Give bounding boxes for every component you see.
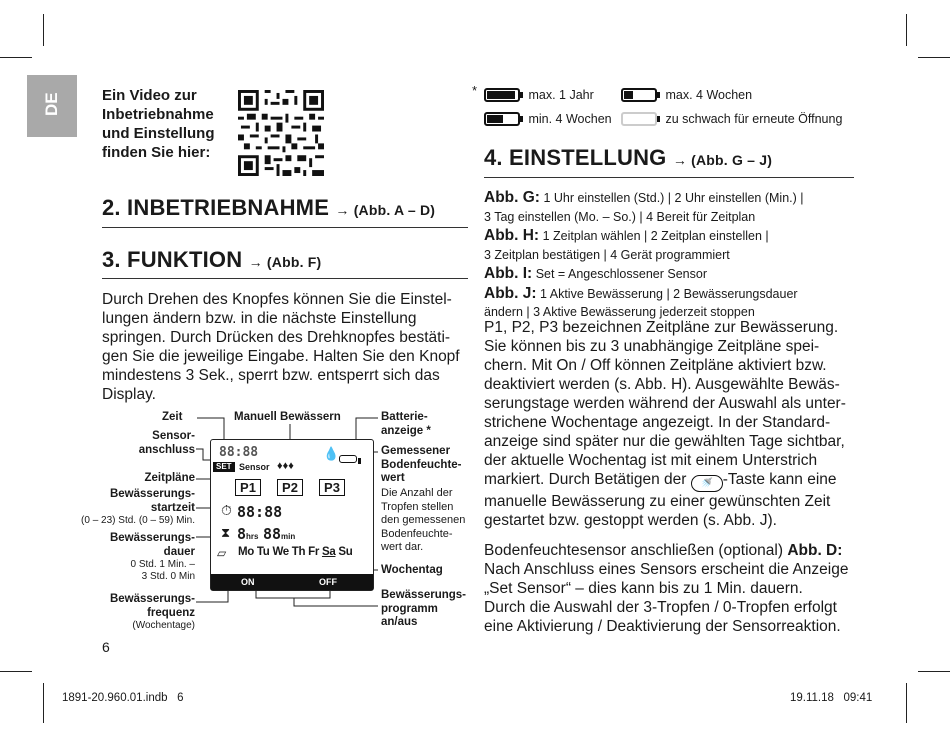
label-manuell: Manuell Bewässern [234,411,341,423]
lcd-sensor-label: Sensor [239,462,270,472]
body-line: Display. [102,386,156,403]
label-bodenfeuchte-note: Die Anzahl der Tropfen stellen den gemessenen Bodenfeuchte- wert dar. [381,487,466,553]
battery-legend-asterisk: * [472,83,478,98]
label-bodenfeuchte: Gemessener Bodenfeuchte- wert [381,445,462,484]
label-dauer: Bewässerungs- dauer 0 Std. 1 Min. – 3 Std. 0 Min [109,532,195,582]
lcd-on-label: ON [241,577,255,587]
lcd-off-label: OFF [319,577,337,587]
video-line: und Einstellung [102,125,215,142]
lcd-time: 88:88 [219,445,259,460]
section-3-title: 3. FUNKTION [102,247,243,272]
section-4-body: P1, P2, P3 bezeichnen Zeitpläne zur Bewässerung. Sie können bis zu 3 unabhängige Zeitpläne spei- chern. Mit On / Off können Zeitpläne aktiviert bzw. deaktiviert werden (s. Abb. H). Ausgewählte Bewäs- serungstage werden während der Auswahl als unter- strichene Wochentage angezeigt. In der Standard- anzeige sind später nur die gewählten Tage sichtbar, der aktuelle Wochentag ist mit einem Unterstrich markiert. Durch Betätigen der 🚿 -Taste kann eine manuelle Bewässerung zu einer gewünschten Zeit gestartet bzw. gestoppt werden (s. Abb. J). [484,319,846,529]
battery-legend-item: zu schwach für erneute Öffnung [621,110,842,128]
lcd-display [210,439,374,591]
program-p3: P3 [319,479,345,496]
lcd-duration: 8hrs 88min [237,525,296,543]
lcd-start-time: 88:88 [237,503,283,521]
section-4-heading [484,145,772,171]
section-2-ref: → (Abb. A – D) [335,202,436,218]
battery-legend-item: max. 1 Jahr [484,86,594,104]
video-line: Inbetriebnahme [102,106,214,123]
lcd-set-badge: SET [213,462,235,472]
body-line: springen. Durch Drücken des Drehknopfes bestäti- [102,329,451,346]
lcd-drops-icon: ♦♦♦ [277,460,294,472]
section-3-ref: → (Abb. F) [248,254,322,270]
label-sensor: Sensor- anschluss [138,430,195,456]
body-line: Durch Drehen des Knopfes können Sie die Einstel- [102,291,452,308]
video-line: Ein Video zur [102,87,197,104]
label-startzeit: Bewässerungs- startzeit (0 – 23) Std. (0 – 59) Min. [81,488,195,526]
program-p1: P1 [235,479,261,496]
body-line: mindestens 3 Sek., sperrt bzw. entsperrt sich das [102,367,440,384]
battery-legend-item: max. 4 Wochen [621,86,752,104]
footer-date: 19.11.18 09:41 [790,692,873,704]
lcd-on-off-bar [211,574,373,590]
lcd-weekdays: Mo Tu We Th Fr Sa Su [238,546,353,558]
hourglass-icon: ⧗ [221,525,231,540]
lcd-battery-icon [339,455,357,463]
calendar-icon: ▱ [217,546,227,560]
page-number: 6 [102,639,110,655]
label-zeitplaene: Zeitpläne [144,472,195,484]
label-programm: Bewässerungs- programm an/aus [381,589,467,628]
body-line: lungen ändern bzw. in die nächste Einstellung [102,310,417,327]
divider [484,177,854,178]
program-p2: P2 [277,479,303,496]
stopwatch-icon: ⏱ [221,502,232,518]
section-4-title: 4. EINSTELLUNG [484,145,667,170]
tap-button-icon: 🚿 [691,475,723,492]
sensor-section: Bodenfeuchtesensor anschließen (optional) Abb. D: Nach Anschluss eines Sensors erscheint die Anzeige „Set Sensor“ – dies kann bis zu 1 Min. dauern. Durch die Auswahl der 3-Tropfen / 0-Tropfen erfolgt eine Aktivierung / Deaktivierung der Sensorreaktion. [484,542,849,635]
video-line: finden Sie hier: [102,144,211,161]
label-zeit: Zeit [162,411,183,423]
section-4-figure-refs: Abb. G: 1 Uhr einstellen (Std.) | 2 Uhr einstellen (Min.) | 3 Tag einstellen (Mo. – So.) | 4 Bereit für Zeitplan Abb. H: 1 Zeitplan wählen | 2 Zeitplan einstellen | 3 Zeitplan bestätigen | 4 Gerät programmiert Abb. I: Set = Angeschlossener Sensor Abb. J: 1 Aktive Bewässerung | 2 Bewässerungsdauer ändern | 3 Aktive Bewässerung jederzeit stoppen [484,189,804,319]
label-frequenz: Bewässerungs- frequenz (Wochentage) [109,593,195,631]
footer-file: 1891-20.960.01.indb 6 [62,692,184,704]
section-4-ref: → (Abb. G – J) [672,152,773,168]
body-line: gen Sie die jeweilige Eingabe. Halten Sie den Knopf [102,348,460,365]
language-tab-label: DE [42,92,61,116]
section-2-title: 2. INBETRIEBNAHME [102,195,330,220]
water-drop-tap-icon: 💧 [323,446,340,461]
label-batterie: Batterie- anzeige * [381,411,431,437]
battery-legend-item: min. 4 Wochen [484,110,612,128]
label-wochentag: Wochentag [381,564,443,576]
